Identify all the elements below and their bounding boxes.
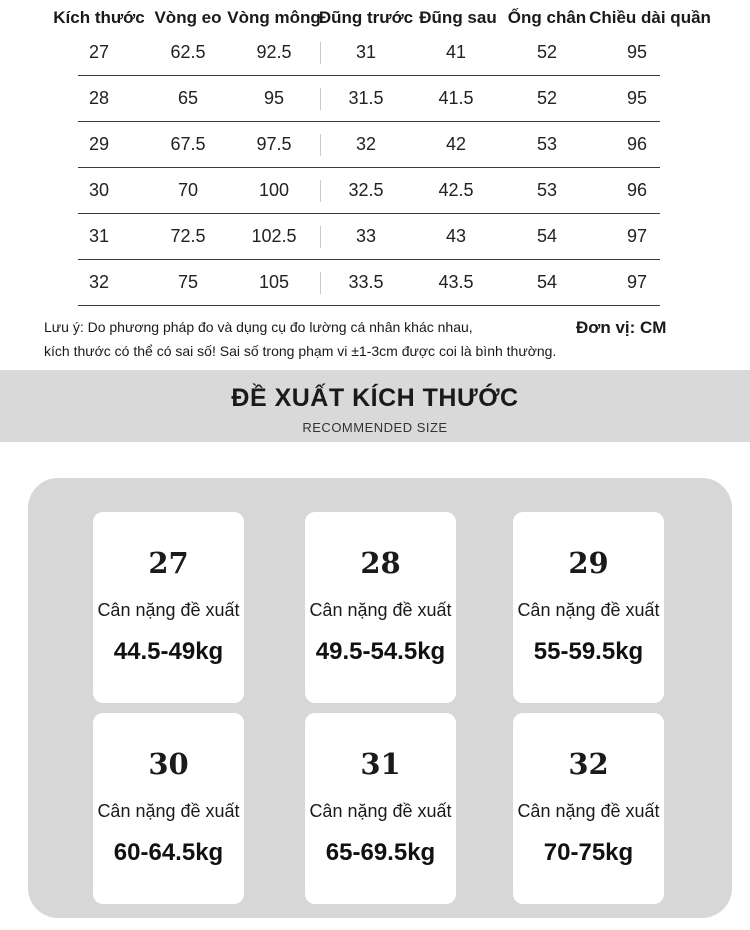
card-size: 31 bbox=[360, 747, 401, 781]
cell-size: 32 bbox=[88, 272, 110, 292]
cell-front: 33.5 bbox=[348, 272, 384, 292]
cell-hip: 97.5 bbox=[256, 134, 292, 154]
table-row bbox=[78, 214, 660, 260]
table-row bbox=[78, 260, 660, 306]
cell-front: 33 bbox=[355, 226, 377, 246]
size-card bbox=[305, 512, 456, 703]
cell-waist: 67.5 bbox=[170, 134, 206, 154]
cell-hip: 105 bbox=[258, 272, 290, 292]
cell-length: 97 bbox=[626, 272, 648, 292]
cell-length: 96 bbox=[626, 134, 648, 154]
cell-back: 42.5 bbox=[438, 180, 474, 200]
cell-hip: 95 bbox=[263, 88, 285, 108]
card-weight: 70-75kg bbox=[543, 839, 634, 866]
card-label: Cân nặng đề xuất bbox=[309, 801, 452, 821]
cell-waist: 72.5 bbox=[170, 226, 206, 246]
cell-back: 43 bbox=[445, 226, 467, 246]
card-label: Cân nặng đề xuất bbox=[517, 801, 660, 821]
row-divider bbox=[78, 305, 660, 306]
size-card bbox=[305, 713, 456, 904]
table-row bbox=[78, 30, 660, 76]
header-back-rise: Đũng sau bbox=[419, 8, 497, 27]
size-card bbox=[513, 713, 664, 904]
cell-leg: 52 bbox=[536, 42, 558, 62]
cell-waist: 75 bbox=[177, 272, 199, 292]
cell-size: 30 bbox=[88, 180, 110, 200]
note-line-2: kích thước có thể có sai số! Sai số trong phạm vi ±1-3cm được coi là bình thường. bbox=[44, 343, 557, 359]
card-weight: 65-69.5kg bbox=[325, 839, 436, 866]
card-size: 29 bbox=[568, 546, 609, 580]
cell-front: 31.5 bbox=[348, 88, 384, 108]
cell-size: 28 bbox=[88, 88, 110, 108]
size-card bbox=[93, 713, 244, 904]
card-size: 32 bbox=[568, 747, 609, 781]
note-line-1: Lưu ý: Do phương pháp đo và dụng cụ đo lường cá nhân khác nhau, bbox=[44, 319, 473, 335]
cell-leg: 54 bbox=[536, 272, 558, 292]
recommend-banner bbox=[0, 370, 750, 442]
cell-size: 29 bbox=[88, 134, 110, 154]
column-divider bbox=[320, 134, 321, 156]
column-divider bbox=[320, 180, 321, 202]
cell-leg: 53 bbox=[536, 134, 558, 154]
cell-back: 41 bbox=[445, 42, 467, 62]
card-label: Cân nặng đề xuất bbox=[97, 801, 240, 821]
card-weight: 49.5-54.5kg bbox=[315, 638, 446, 665]
header-size: Kích thước bbox=[53, 8, 145, 27]
cell-leg: 54 bbox=[536, 226, 558, 246]
cell-back: 43.5 bbox=[438, 272, 474, 292]
recommend-panel bbox=[28, 478, 732, 918]
column-divider bbox=[320, 88, 321, 110]
header-front-rise: Đũng trước bbox=[318, 8, 414, 27]
cell-waist: 62.5 bbox=[170, 42, 206, 62]
cell-length: 95 bbox=[626, 42, 648, 62]
cell-leg: 52 bbox=[536, 88, 558, 108]
table-row bbox=[78, 122, 660, 168]
cell-back: 42 bbox=[445, 134, 467, 154]
cell-hip: 102.5 bbox=[251, 226, 297, 246]
table-row bbox=[78, 168, 660, 214]
header-hip: Vòng mông bbox=[227, 8, 321, 27]
cell-hip: 100 bbox=[258, 180, 290, 200]
header-length: Chiều dài quần bbox=[589, 8, 711, 27]
cell-length: 97 bbox=[626, 226, 648, 246]
cell-length: 95 bbox=[626, 88, 648, 108]
card-size: 30 bbox=[148, 747, 189, 781]
cell-front: 31 bbox=[355, 42, 377, 62]
header-leg-opening: Ống chân bbox=[507, 8, 587, 27]
cell-hip: 92.5 bbox=[256, 42, 292, 62]
card-label: Cân nặng đề xuất bbox=[309, 600, 452, 620]
size-card bbox=[513, 512, 664, 703]
cell-front: 32.5 bbox=[348, 180, 384, 200]
card-weight: 44.5-49kg bbox=[113, 638, 224, 665]
cell-size: 31 bbox=[88, 226, 110, 246]
recommend-title: ĐỀ XUẤT KÍCH THƯỚC bbox=[231, 384, 519, 412]
cell-front: 32 bbox=[355, 134, 377, 154]
size-card bbox=[93, 512, 244, 703]
cell-back: 41.5 bbox=[438, 88, 474, 108]
card-size: 28 bbox=[360, 546, 401, 580]
table-row bbox=[78, 76, 660, 122]
cell-length: 96 bbox=[626, 180, 648, 200]
unit-label: Đơn vị: CM bbox=[576, 318, 667, 337]
column-divider bbox=[320, 42, 321, 64]
cell-waist: 65 bbox=[177, 88, 199, 108]
card-size: 27 bbox=[148, 546, 189, 580]
header-waist: Vòng eo bbox=[154, 8, 222, 27]
column-divider bbox=[320, 226, 321, 248]
card-label: Cân nặng đề xuất bbox=[97, 600, 240, 620]
card-weight: 55-59.5kg bbox=[533, 638, 644, 665]
column-divider bbox=[320, 272, 321, 294]
cell-waist: 70 bbox=[177, 180, 199, 200]
cell-size: 27 bbox=[88, 42, 110, 62]
card-label: Cân nặng đề xuất bbox=[517, 600, 660, 620]
cell-leg: 53 bbox=[536, 180, 558, 200]
card-weight: 60-64.5kg bbox=[113, 839, 224, 866]
recommend-subtitle: RECOMMENDED SIZE bbox=[302, 420, 448, 435]
table-header bbox=[0, 8, 750, 32]
